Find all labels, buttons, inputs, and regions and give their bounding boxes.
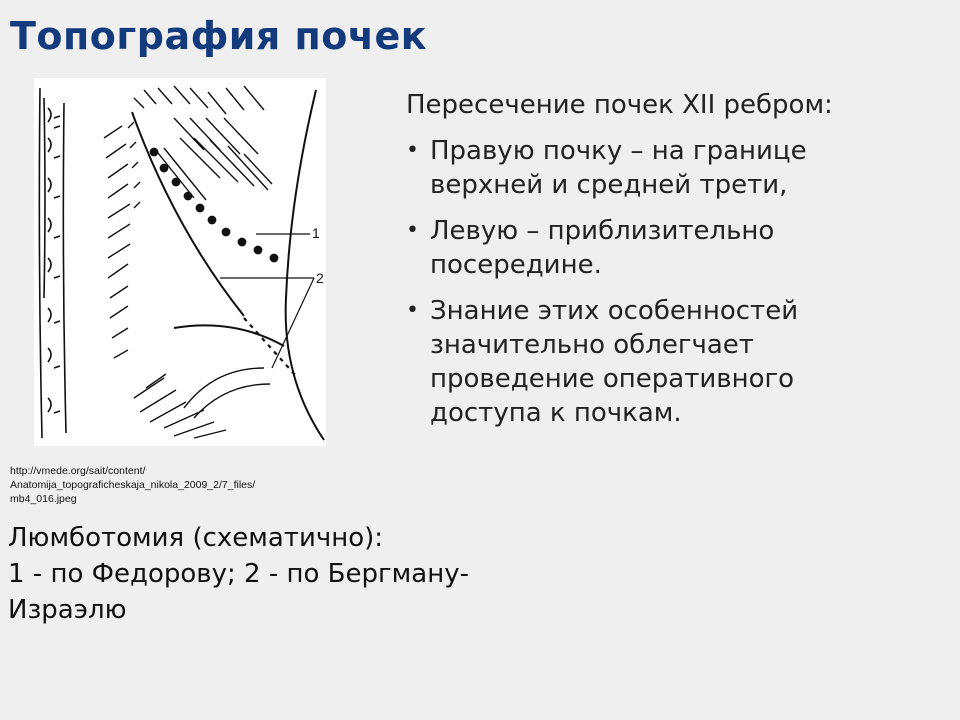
caption-line: Люмботомия (схематично): [8,523,384,553]
bullet-dot-icon: • [406,298,419,323]
bullet-dot-icon: • [406,218,419,243]
bullet-item [406,214,876,282]
spine-hatching [39,88,66,438]
source-line: http://vmede.org/sait/content/ [10,465,146,477]
label-1: 1 [312,225,320,241]
bullet-item [406,294,876,430]
rib-hatching [104,86,272,438]
caption-line: 1 - по Федорову; 2 - по Бергману- [8,559,469,589]
incision-1-dots [150,148,279,263]
bullet-item [406,134,876,202]
bullet-text: Знание этих особенностей значительно облегчает проведение оперативного доступа к почкам. [430,296,799,428]
body-contours [132,90,324,440]
caption-line: Израэлю [8,595,127,625]
leader-lines [220,234,314,368]
source-link[interactable] [10,464,310,506]
bullet-list [406,134,876,430]
bullet-dot-icon: • [406,138,419,163]
source-line: Anatomija_topograficheskaja_nikola_2009_2/7_files/ [10,479,256,491]
bullet-text: Правую почку – на границе верхней и средней трети, [430,136,807,200]
lumbotomy-drawing [34,78,326,446]
bullet-text: Левую – приблизительно посередине. [430,216,775,280]
source-line: mb4_016.jpeg [10,493,77,505]
slide-title: Топография почек [10,14,428,58]
text-block [406,88,876,442]
lead-text: Пересечение почек XII ребром: [406,90,833,120]
figure-caption [8,520,608,628]
label-2: 2 [316,270,324,286]
lumbotomy-illustration [34,78,326,446]
